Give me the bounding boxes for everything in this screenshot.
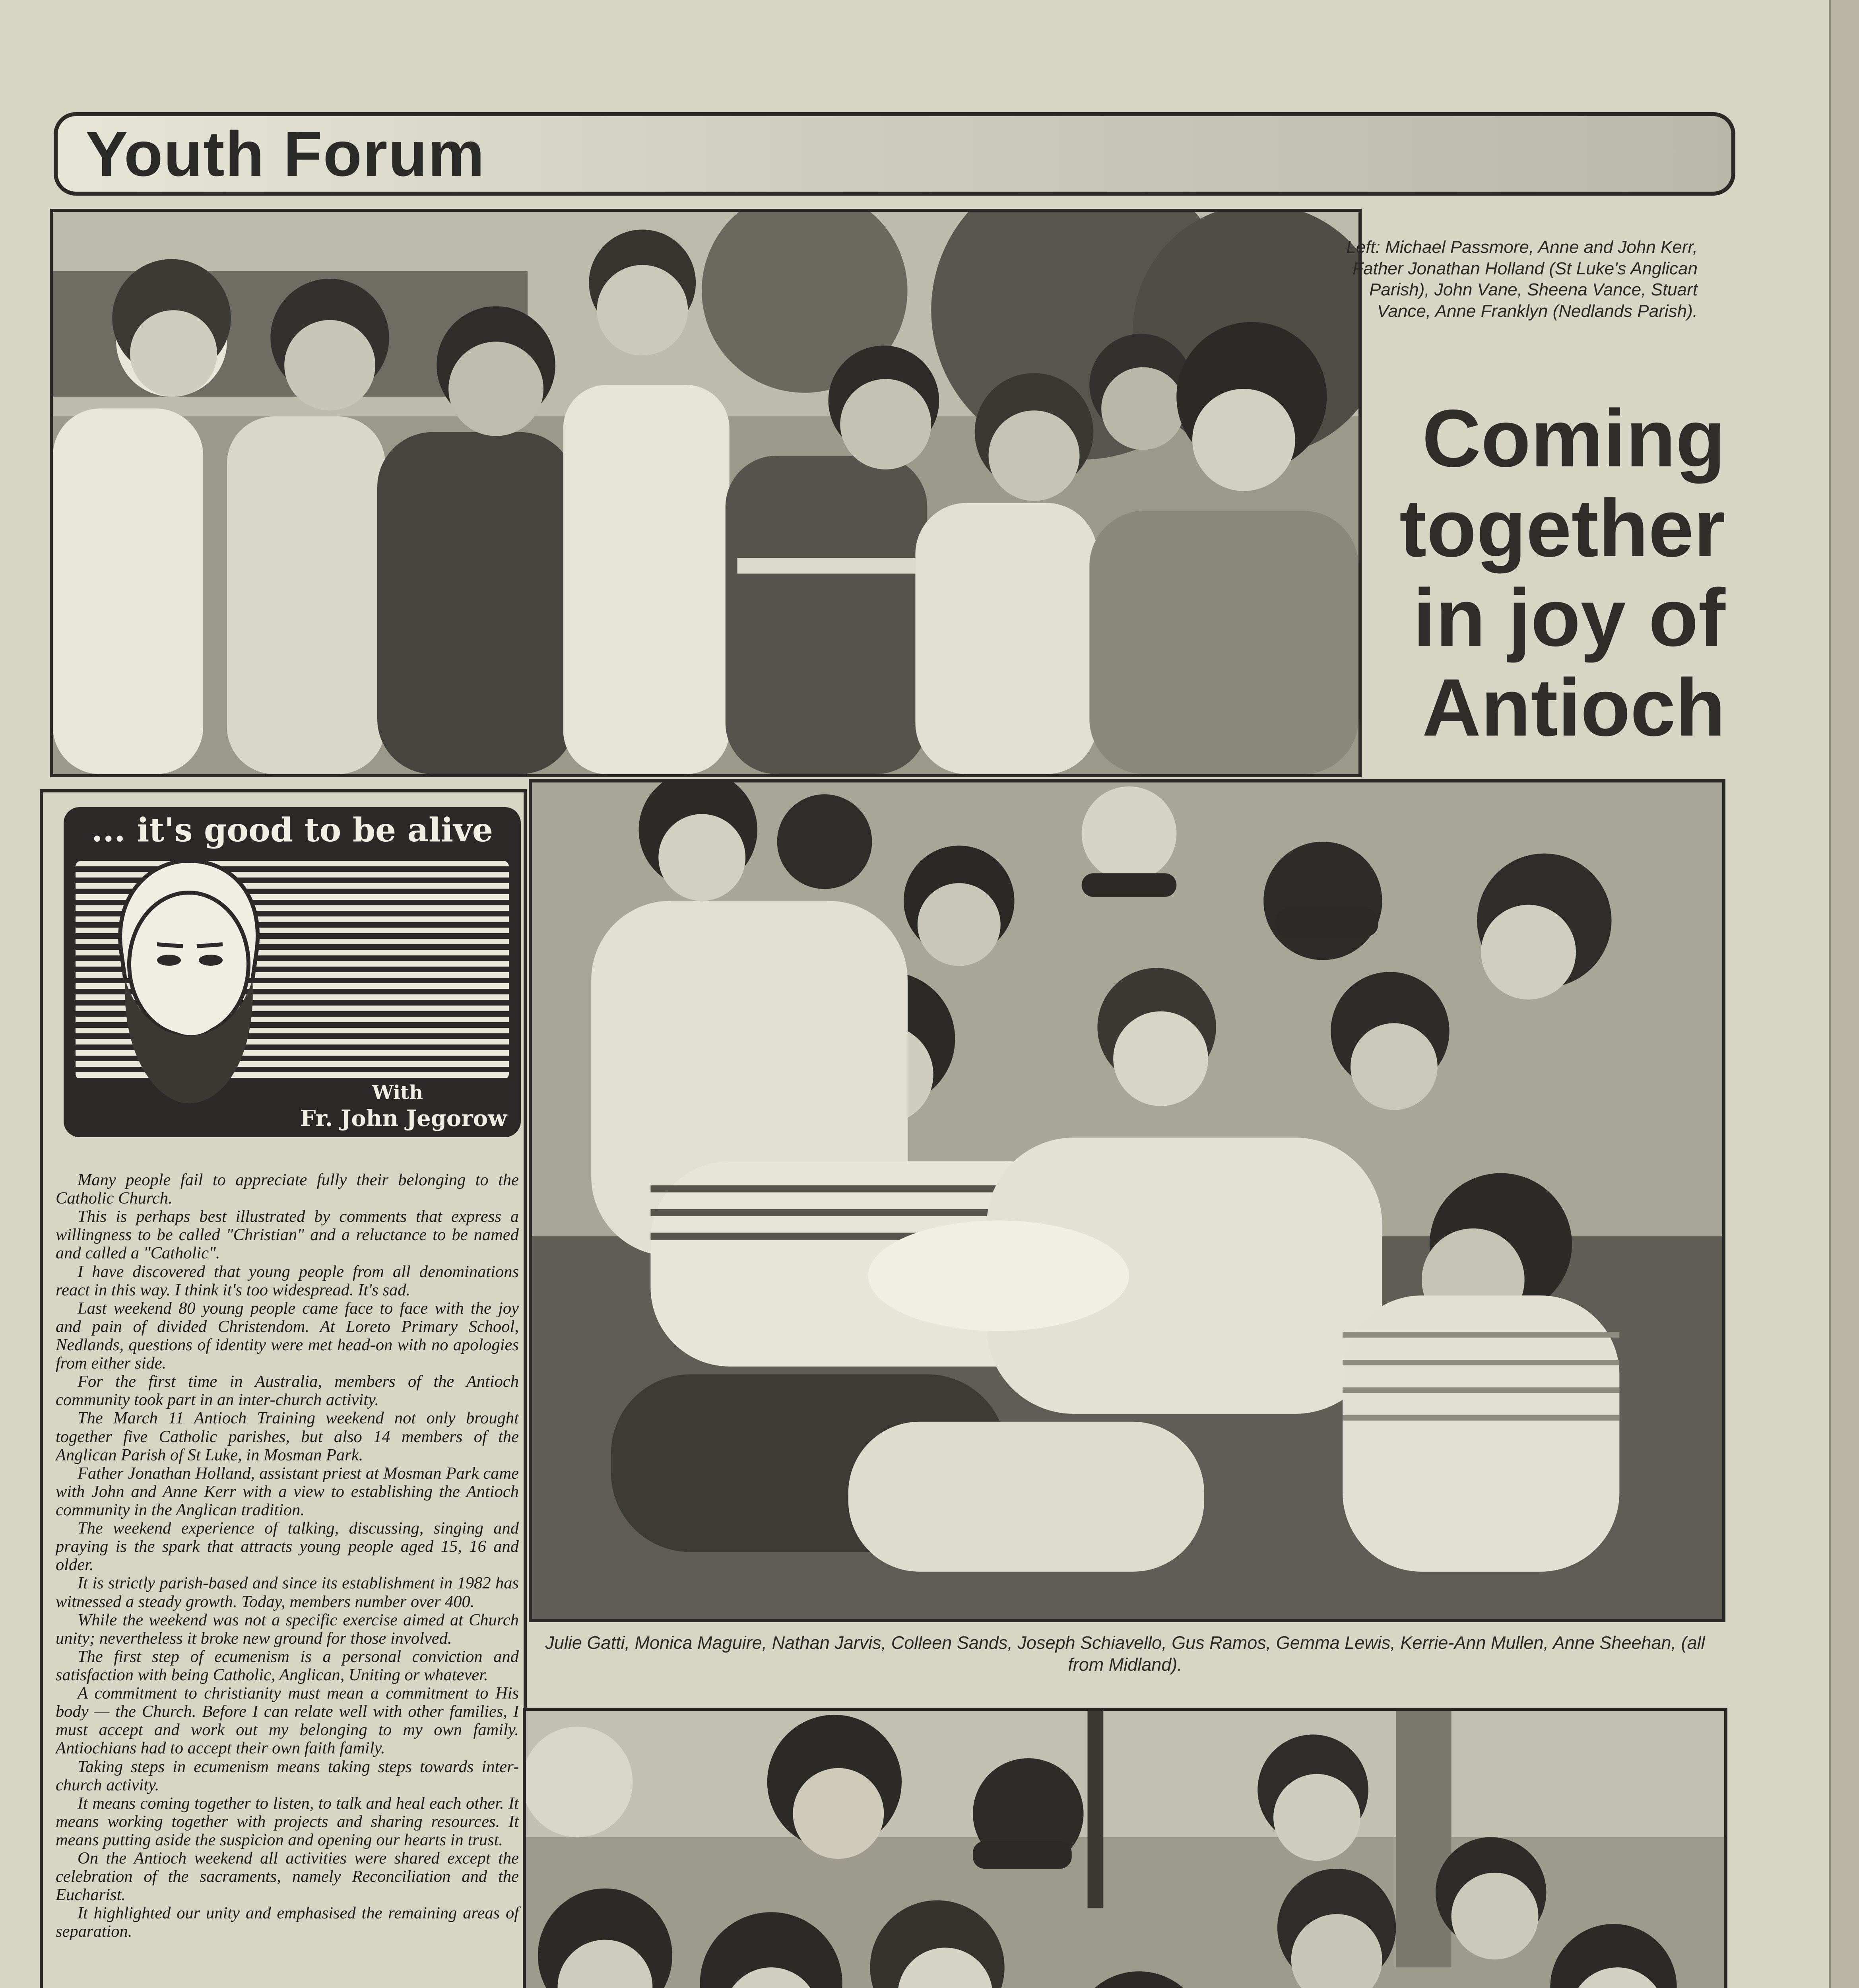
article-paragraph: It is strictly parish-based and since its establishment in 1982 has witnessed a steady growth. Today, members number over 400.: [56, 1574, 519, 1611]
article-paragraph: I have discovered that young people from all denominations react in this way. I think it's too widespread. It's sad.: [56, 1262, 519, 1299]
article-paragraph: Father Jonathan Holland, assistant priest at Mosman Park came with John and Anne Kerr with a view to establishing the Antioch community in the Anglican tradition.: [56, 1464, 519, 1519]
headline-line: Antioch: [1422, 662, 1725, 753]
page-gutter: [1829, 0, 1859, 1988]
headline-line: together: [1399, 482, 1725, 574]
section-banner: [54, 112, 1735, 196]
headline-line: in joy of: [1413, 572, 1725, 663]
top-group-photo: [50, 209, 1362, 777]
article-paragraph: It means coming together to listen, to talk and heal each other. It means working together with projects and sharing resources. It means putting aside the suspicion and opening our hearts in trust.: [56, 1794, 519, 1849]
top-photo-caption: Left: Michael Passmore, Anne and John Kerr, Father Jonathan Holland (St Luke's Anglican Parish), John Vane, Sheena Vance, Stuart Vance, Anne Franklyn (Nedlands Parish).: [1346, 237, 1698, 321]
middle-photo-image: [532, 782, 1722, 1619]
column-logo: [64, 807, 521, 1137]
article-paragraph: On the Antioch weekend all activities were shared except the celebration of the sacraments, namely Reconciliation and the Eucharist.: [56, 1849, 519, 1905]
article-headline: [1344, 394, 1725, 752]
article-paragraph: While the weekend was not a specific exercise aimed at Church unity; nevertheless it broke new ground for those involved.: [56, 1610, 519, 1648]
article-paragraph: Taking steps in ecumenism means taking steps towards inter-church activity.: [56, 1757, 519, 1794]
headline-line: Coming: [1422, 393, 1725, 484]
column-article-body: [56, 1171, 519, 1941]
article-paragraph: Last weekend 80 young people came face to face with the joy and pain of divided Christendom. At Loreto Primary School, Nedlands, questions of identity were met head-on with no apologies from either side.: [56, 1299, 519, 1373]
article-paragraph: The first step of ecumenism is a personal conviction and satisfaction with being Catholic, Anglican, Uniting or whatever.: [56, 1647, 519, 1684]
article-paragraph: It highlighted our unity and emphasised the remaining areas of separation.: [56, 1904, 519, 1941]
section-title: Youth Forum: [85, 118, 485, 189]
article-paragraph: Many people fail to appreciate fully their belonging to the Catholic Church.: [56, 1171, 519, 1208]
bottom-photo-image: [526, 1711, 1724, 1988]
article-paragraph: For the first time in Australia, members of the Antioch community took part in an inter-church activity.: [56, 1372, 519, 1409]
article-paragraph: This is perhaps best illustrated by comments that express a willingness to be called "Christian" and a reluctance to be named and called a "Catholic".: [56, 1207, 519, 1263]
top-photo-image: [53, 212, 1358, 774]
column-author: Fr. John Jegorow: [300, 1105, 507, 1132]
middle-group-photo: [529, 779, 1725, 1622]
bottom-group-photo: [523, 1708, 1727, 1988]
article-paragraph: A commitment to christianity must mean a commitment to His body — the Church. Before I can relate well with other families, I must accept and work out my belonging to my own family. Antiochians had to accept their own faith family.: [56, 1684, 519, 1758]
column-logo-with: With: [372, 1081, 423, 1104]
article-paragraph: The March 11 Antioch Training weekend not only brought together five Catholic parishes, but also 14 members of the Anglican Parish of St Luke, in Mosman Park.: [56, 1409, 519, 1464]
article-paragraph: The weekend experience of talking, discussing, singing and praying is the spark that attracts young people aged 15, 16 and older.: [56, 1519, 519, 1574]
column-logo-title: ... it's good to be alive: [91, 811, 493, 849]
author-portrait-drawing: [97, 849, 280, 1111]
middle-photo-caption: Julie Gatti, Monica Maguire, Nathan Jarvis, Colleen Sands, Joseph Schiavello, Gus Ramos, Gemma Lewis, Kerrie-Ann Mullen, Anne Sheehan, (all from Midland).: [545, 1633, 1705, 1675]
